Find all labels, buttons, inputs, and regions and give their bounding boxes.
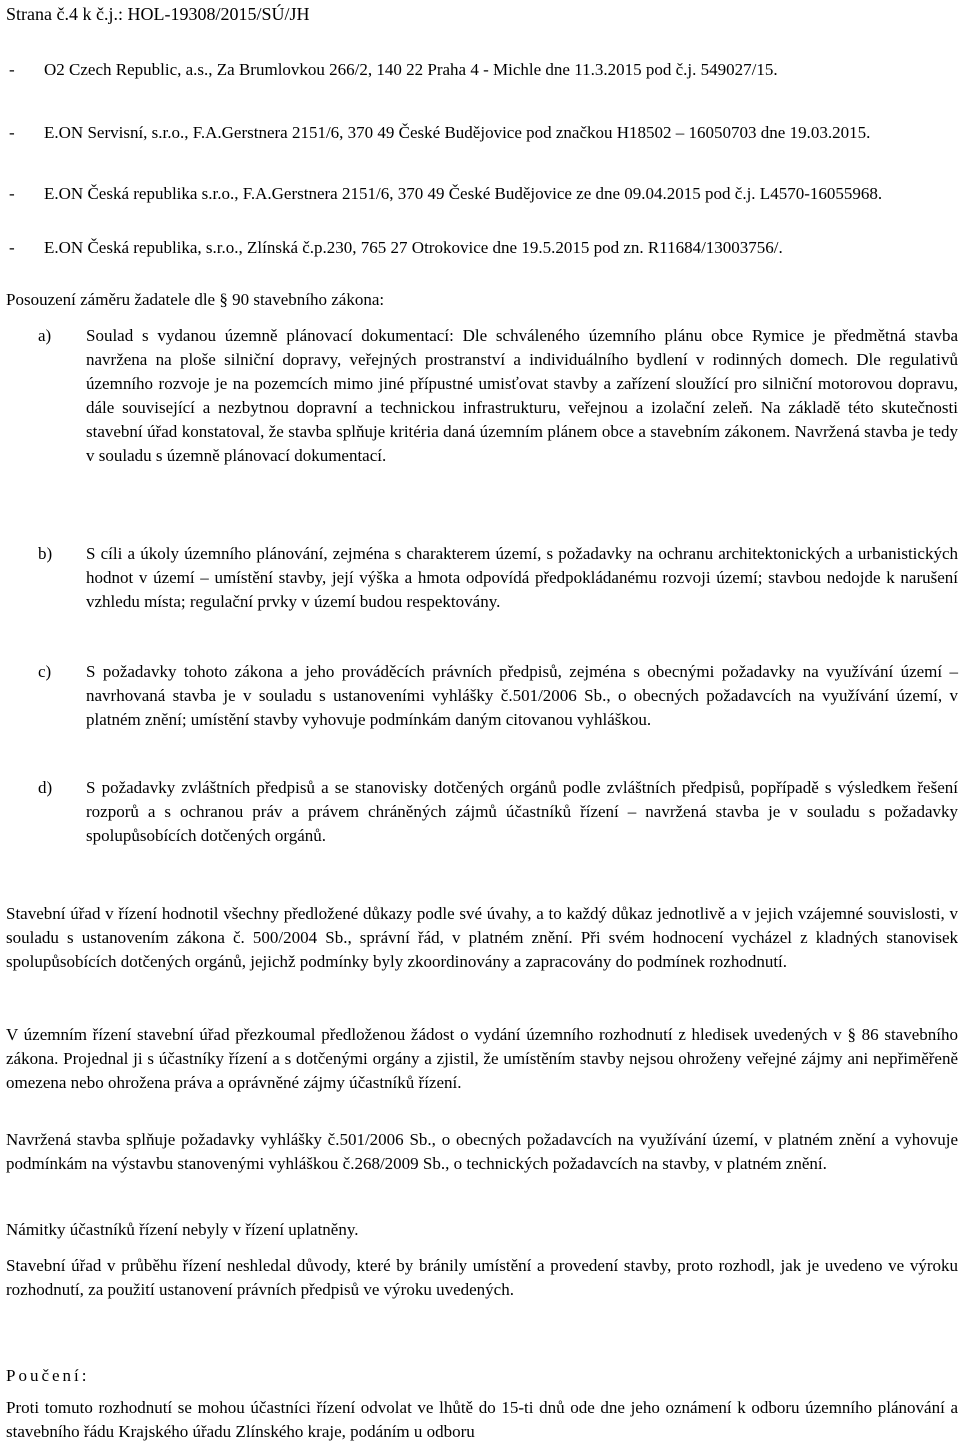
- assessment-text: S cíli a úkoly územního plánování, zejména s charakterem území, s požadavky na ochranu architektonických a urbanistických hodnot v území – umístění stavby, její výška a hmota odpovídá předpokládanému rozvoji území; stavbou nedojde k narušení vzhledu místa; regulační prvky v území budou respektovány.: [86, 544, 958, 611]
- list-marker: b): [38, 544, 53, 563]
- assessment-item-c: [38, 660, 958, 732]
- participant-text: E.ON Česká republika, s.r.o., Zlínská č.p.230, 765 27 Otrokovice dne 19.5.2015 pod zn. R11684/13003756/.: [44, 238, 783, 257]
- list-marker: a): [38, 326, 52, 345]
- assessment-text: Soulad s vydanou územně plánovací dokumentací: Dle schváleného územního plánu obce Rymice je předmětná stavba navržena na ploše silniční dopravy, veřejných prostranství a individuálního bydlení v rodinných domech. Dle regulativů územního rozvoje je na pozemcích mimo jiné přípustné umisťovat stavby a zařízení sloužící pro silniční motorovou dopravu, dále související a nezbytnou dopravní a technickou infrastrukturu, veřejnou a izolační zeleň. Na základě této skutečnosti stavební úřad konstatoval, že stavba splňuje kritéria daná územním plánem obce a stavebním zákonem. Navržená stavba je tedy v souladu s územně plánovací dokumentací.: [86, 326, 958, 465]
- instruction-heading: Poučení:: [6, 1366, 90, 1385]
- participant-item: [9, 236, 957, 260]
- assessment-item-d: [38, 776, 958, 848]
- assessment-item-b: [38, 542, 958, 614]
- assessment-text: S požadavky tohoto zákona a jeho prováděcích právních předpisů, zejména s obecnými požadavky na využívání území – navrhovaná stavba je v souladu s ustanoveními vyhlášky č.501/2006 Sb., o obecných požadavcích na využívání území, v platném znění; umístění stavby vyhovuje podmínkám daným citovanou vyhláškou.: [86, 662, 958, 729]
- paragraph-review: V územním řízení stavební úřad přezkoumal předloženou žádost o vydání územního rozhodnutí z hledisek uvedených v § 86 stavebního zákona. Projednal ji s účastníky řízení a s dotčenými orgány a zjistil, že umístěním stavby nejsou ohroženy veřejné zájmy ani nepřiměřeně omezena nebo ohrožena práva a oprávněné zájmy účastníků řízení.: [6, 1025, 958, 1092]
- dash-marker: -: [9, 238, 15, 257]
- instruction-text: Proti tomuto rozhodnutí se mohou účastníci řízení odvolat ve lhůtě do 15-ti dnů ode dne jeho oznámení k odboru územního plánování a stavebního řádu Krajského úřadu Zlínského kraje, podáním u odboru: [6, 1398, 958, 1441]
- participant-item: [9, 121, 957, 145]
- paragraph-decision: Stavební úřad v průběhu řízení neshledal důvody, které by bránily umístění a provedení stavby, proto rozhodl, jak je uvedeno ve výroku rozhodnutí, za použití ustanovení právních předpisů ve výroku uvedených.: [6, 1256, 958, 1299]
- dash-marker: -: [9, 60, 15, 79]
- list-marker: c): [38, 662, 52, 681]
- assessment-heading: Posouzení záměru žadatele dle § 90 stavebního zákona:: [6, 290, 385, 309]
- participant-item: [9, 182, 957, 206]
- participant-text: O2 Czech Republic, a.s., Za Brumlovkou 266/2, 140 22 Praha 4 - Michle dne 11.3.2015 pod č.j. 549027/15.: [44, 60, 778, 79]
- assessment-item-a: [38, 324, 958, 468]
- participant-item: [9, 58, 957, 82]
- dash-marker: -: [9, 184, 15, 203]
- list-marker: d): [38, 778, 53, 797]
- paragraph-requirements: Navržená stavba splňuje požadavky vyhlášky č.501/2006 Sb., o obecných požadavcích na využívání území, v platném znění a vyhovuje podmínkám na výstavbu stanovenými vyhláškou č.268/2009 Sb., o technických požadavcích na stavby, v platném znění.: [6, 1130, 958, 1173]
- participant-text: E.ON Česká republika s.r.o., F.A.Gerstnera 2151/6, 370 49 České Budějovice ze dne 09.04.2015 pod č.j. L4570-16055968.: [44, 184, 883, 203]
- dash-marker: -: [9, 123, 15, 142]
- participant-text: E.ON Servisní, s.r.o., F.A.Gerstnera 2151/6, 370 49 České Budějovice pod značkou H18502 – 16050703 dne 19.03.2015.: [44, 123, 871, 142]
- page-header: Strana č.4 k č.j.: HOL-19308/2015/SÚ/JH: [6, 4, 310, 24]
- paragraph-objections: Námitky účastníků řízení nebyly v řízení uplatněny.: [6, 1220, 359, 1239]
- assessment-text: S požadavky zvláštních předpisů a se stanovisky dotčených orgánů podle zvláštních předpisů, popřípadě s výsledkem řešení rozporů a s ochranou práv a právem chráněných zájmů účastníků řízení – navržená stavba je v souladu s požadavky spolupůsobících dotčených orgánů.: [86, 778, 958, 845]
- paragraph-evidence: Stavební úřad v řízení hodnotil všechny předložené důkazy podle své úvahy, a to každý důkaz jednotlivě a v jejich vzájemné souvislosti, v souladu s ustanovením zákona č. 500/2004 Sb., správní řád, v platném znění. Při svém hodnocení vycházel z kladných stanovisek spolupůsobících dotčených orgánů, jejichž podmínky byly zkoordinovány a zapracovány do podmínek rozhodnutí.: [6, 904, 958, 971]
